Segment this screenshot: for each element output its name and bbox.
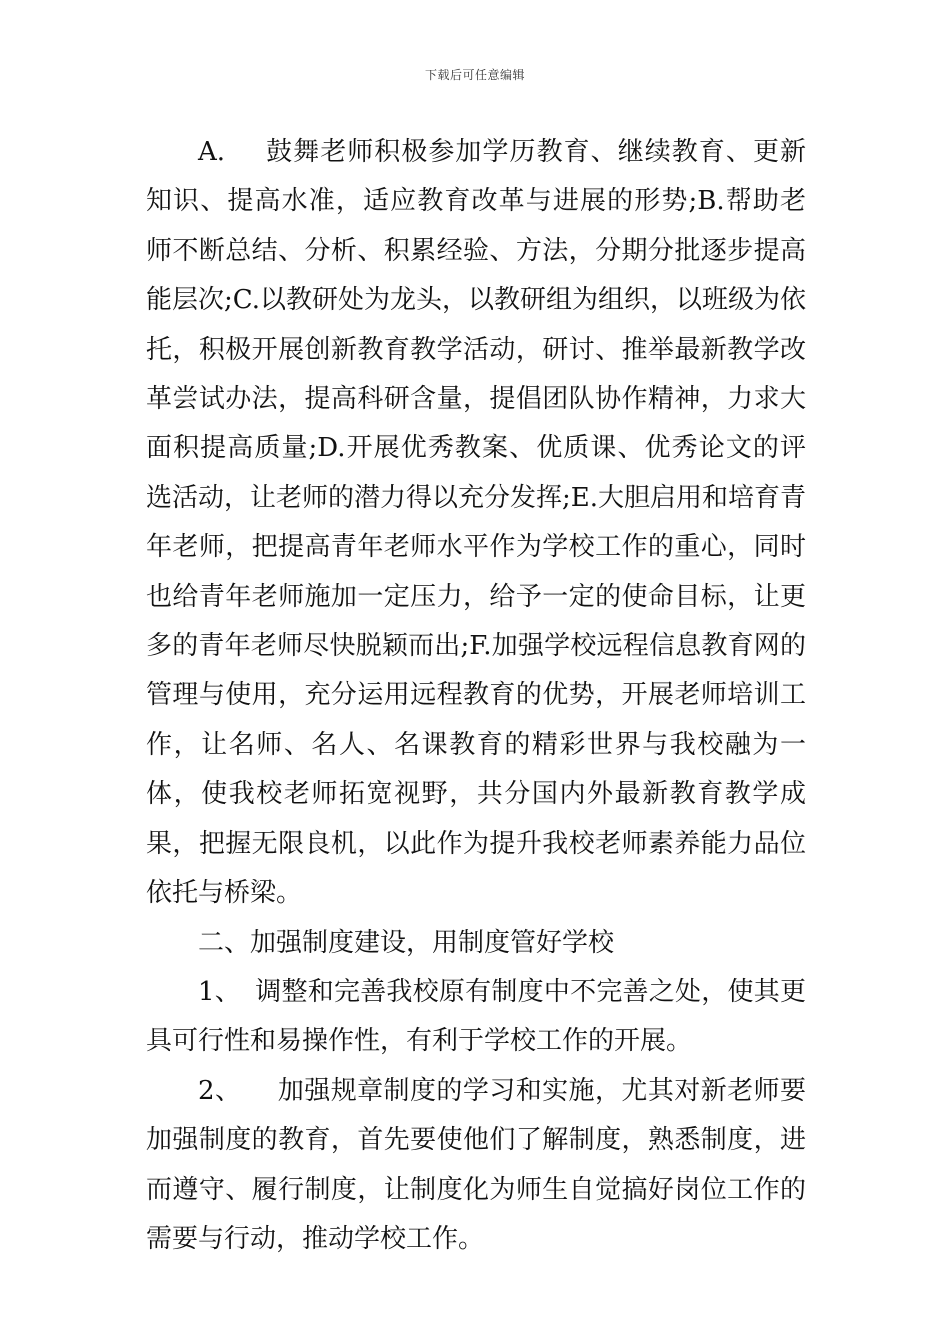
paragraph-text: 加强规章制度的学习和实施，尤其对新老师要加强制度的教育，首先要使他们了解制度，熟悉制度，进而遵守、履行制度，让制度化为师生自觉搞好岗位工作的需要与行动，推动学校工作。 <box>146 1075 806 1254</box>
document-body <box>146 128 806 1264</box>
heading-text: 二、加强制度建设，用制度管好学校 <box>198 927 615 958</box>
paragraph-2 <box>146 1067 806 1265</box>
paragraph-label: 2、 <box>198 1075 242 1106</box>
paragraph-label: A. <box>198 137 226 167</box>
paragraph-a <box>146 128 806 919</box>
page-header: 下载后可任意编辑 <box>424 68 525 82</box>
section-heading <box>146 919 806 968</box>
paragraph-text: 调整和完善我校原有制度中不完善之处，使其更具可行性和易操作性，有利于学校工作的开展。 <box>146 976 806 1057</box>
paragraph-label: 1、 <box>198 976 242 1007</box>
paragraph-text: 鼓舞老师积极参加学历教育、继续教育、更新知识、提高水准，适应教育改革与进展的形势;B.帮助老师不断总结、分析、积累经验、方法，分期分批逐步提高能层次;C.以教研处为龙头，以教研组为组织，以班级为依托，积极开展创新教育教学活动，研讨、推举最新教学改革尝试办法，提高科研含量，提倡团队协作精神，力求大面积提高质量;D.开展优秀教案、优质课、优秀论文的评选活动，让老师的潜力得以充分发挥;E.大胆启用和培育青年老师，把提高青年老师水平作为学校工作的重心，同时也给青年老师施加一定压力，给予一定的使命目标，让更多的青年老师尽快脱颖而出;F.加强学校远程信息教育网的管理与使用，充分运用远程教育的优势，开展老师培训工作，让名师、名人、名课教育的精彩世界与我校融为一体，使我校老师拓宽视野，共分国内外最新教育教学成果，把握无限良机，以此作为提升我校老师素养能力品位依托与桥梁。 <box>146 137 807 909</box>
paragraph-1 <box>146 968 806 1067</box>
